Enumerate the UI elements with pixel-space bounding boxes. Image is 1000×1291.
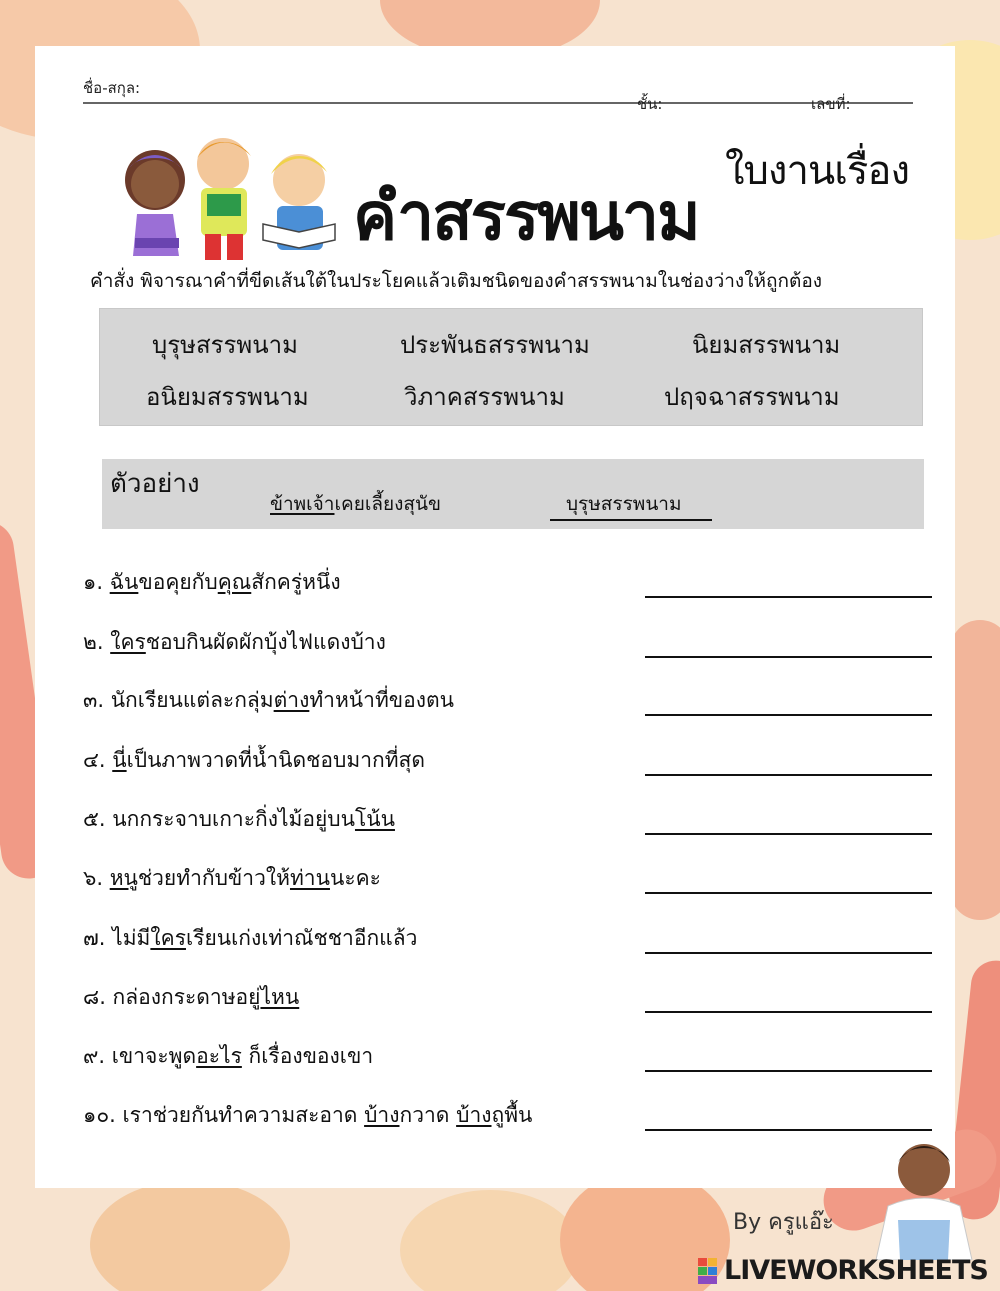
answer-field[interactable] xyxy=(645,987,932,1013)
sentence-text: สักครู่หนึ่ง xyxy=(251,570,341,594)
underlined-pronoun: คุณ xyxy=(217,570,252,594)
worksheet-paper xyxy=(35,46,955,1188)
underlined-pronoun: ใคร xyxy=(110,630,146,654)
question-sentence xyxy=(83,744,425,777)
sentence-text: ๑๐. เราช่วยกันทำความสะอาด xyxy=(83,1103,365,1127)
pronoun-types-box xyxy=(99,308,923,426)
underlined-pronoun: ท่าน xyxy=(289,866,330,890)
title-small: ใบงานเรื่อง xyxy=(725,148,909,194)
example-underlined-word: ข้าพเจ้า xyxy=(270,493,335,515)
pronoun-type: บุรุษสรรพนาม xyxy=(152,331,298,359)
teacher-photo xyxy=(858,1130,986,1260)
name-label: ชื่อ-สกุล: xyxy=(83,79,141,97)
sentence-text: ๖. xyxy=(83,866,110,890)
answer-field[interactable] xyxy=(645,1046,932,1072)
sentence-text: ถูพื้น xyxy=(491,1103,533,1127)
sentence-text: ขอคุยกับ xyxy=(138,570,218,594)
underlined-pronoun: หนู xyxy=(109,866,138,890)
pronoun-type: วิภาคสรรพนาม xyxy=(404,383,565,411)
underlined-pronoun: ฉัน xyxy=(109,570,139,594)
sentence-text: ๔. xyxy=(83,748,113,772)
answer-field[interactable] xyxy=(645,928,932,954)
answer-field[interactable] xyxy=(645,750,932,776)
answer-field[interactable] xyxy=(645,1105,932,1131)
answer-field[interactable] xyxy=(645,632,932,658)
underlined-pronoun: ใคร xyxy=(150,926,186,950)
underlined-pronoun: อะไร xyxy=(196,1044,242,1068)
question-sentence xyxy=(83,803,395,836)
kids-reading-illustration xyxy=(113,128,348,268)
underlined-pronoun: บ้าง xyxy=(364,1103,400,1127)
example-label: ตัวอย่าง xyxy=(110,469,200,499)
byline: By ครูแอ๊ะ xyxy=(733,1210,834,1235)
liveworksheets-logo-icon xyxy=(697,1257,719,1285)
sentence-text: ๒. xyxy=(83,630,111,654)
pronoun-type: ปฤจฉาสรรพนาม xyxy=(664,383,840,411)
class-label: ชั้น: xyxy=(637,95,663,113)
worksheet-title: คำสรรพนาม xyxy=(353,178,699,255)
question-sentence xyxy=(83,626,386,659)
answer-field[interactable] xyxy=(645,690,932,716)
underlined-pronoun: ต่าง xyxy=(273,688,310,712)
question-sentence xyxy=(83,684,454,717)
sentence-text: เรียนเก่งเท่าณัชชาอีกแล้ว xyxy=(185,926,418,950)
question-sentence xyxy=(83,566,341,599)
sentence-text: เป็นภาพวาดที่น้ำนิดชอบมากที่สุด xyxy=(126,748,425,772)
question-sentence xyxy=(83,1040,373,1073)
brand-logo-text: LIVEWORKSHEETS xyxy=(724,1255,988,1286)
underlined-pronoun: โน้น xyxy=(354,807,395,831)
sentence-text: ๗. ไม่มี xyxy=(83,926,151,950)
pronoun-type: นิยมสรรพนาม xyxy=(692,331,841,359)
sentence-text: ช่วยทำกับข้าวให้ xyxy=(137,866,290,890)
answer-field[interactable] xyxy=(645,809,932,835)
sentence-text: ๕. นกกระจาบเกาะกิ่งไม้อยู่บน xyxy=(83,807,355,831)
instruction-text: คำสั่ง พิจารณาคำที่ขีดเส้นใต้ในประโยคแล้วเติมชนิดของคำสรรพนามในช่องว่างให้ถูกต้อง xyxy=(90,270,823,292)
sentence-text: กวาด xyxy=(399,1103,457,1127)
underlined-pronoun: นี่ xyxy=(112,748,127,772)
answer-field[interactable] xyxy=(645,572,932,598)
example-box xyxy=(102,459,924,529)
question-sentence xyxy=(83,981,299,1014)
pronoun-type: อนิยมสรรพนาม xyxy=(146,383,309,411)
number-label: เลขที่: xyxy=(811,95,851,113)
sentence-text: ๑. xyxy=(83,570,110,594)
sentence-text: ก็เรื่องของเขา xyxy=(241,1044,374,1068)
sentence-text: ๙. เขาจะพูด xyxy=(83,1044,197,1068)
sentence-text: นะคะ xyxy=(329,866,381,890)
question-sentence xyxy=(83,1099,532,1132)
sentence-text: ๘. กล่องกระดาษอยู่ xyxy=(83,985,261,1009)
example-answer: บุรุษสรรพนาม xyxy=(550,489,712,521)
answer-field[interactable] xyxy=(645,868,932,894)
sentence-text: ๓. นักเรียนแต่ละกลุ่ม xyxy=(83,688,274,712)
question-sentence xyxy=(83,862,381,895)
sentence-text: ชอบกินผัดผักบุ้งไฟแดงบ้าง xyxy=(145,630,386,654)
name-line xyxy=(83,102,913,104)
sentence-text: ทำหน้าที่ของตน xyxy=(309,688,455,712)
example-sentence xyxy=(270,489,441,519)
underlined-pronoun: ไหน xyxy=(260,985,300,1009)
question-sentence xyxy=(83,922,417,955)
pronoun-type: ประพันธสรรพนาม xyxy=(400,331,590,359)
example-sentence-rest: เคยเลี้ยงสุนัข xyxy=(334,493,441,515)
underlined-pronoun: บ้าง xyxy=(456,1103,492,1127)
